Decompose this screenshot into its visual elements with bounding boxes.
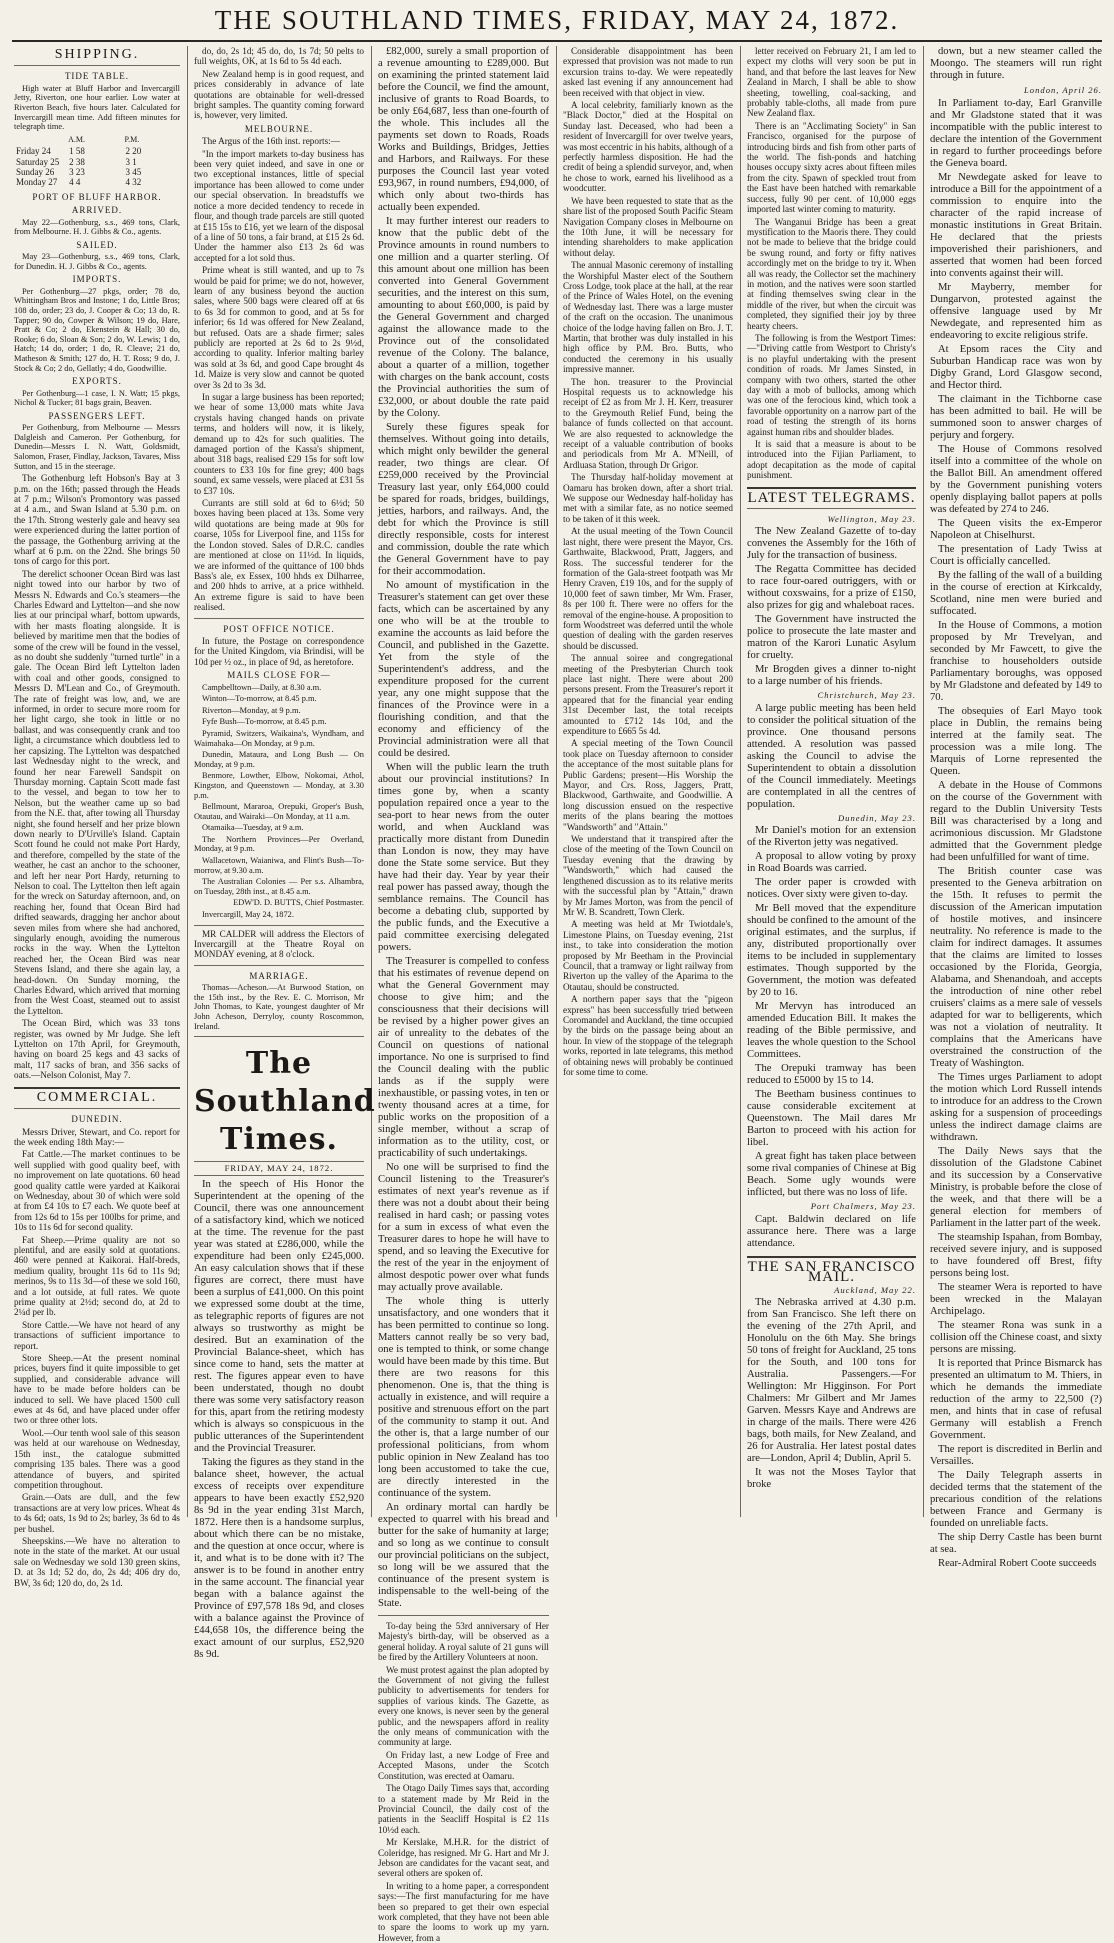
telegram-item: The Orepuki tramway has been reduced to £5000 by 15 to 14. — [747, 1063, 916, 1087]
telegram-item: The New Zealand Gazette of to-day convenes the Assembly for the 16th of July for the transaction of business. — [747, 526, 916, 562]
sailed-label: SAILED. — [76, 239, 118, 250]
telegram-item: The Times urges Parliament to adopt the motion which Lord Russell intends to introduce for an address to the Crown asking for a suspension of proceedings unless the indirect damage claims are withdrawn. — [930, 1072, 1102, 1143]
local-news-paragraph: letter received on February 21, I am led to expect my cloths will very soon be put in hand, and that before the last leaves for New Zealand in March, I shall be able to show sheeting, towelling, coal-sacking, and probably table-cloths, all made from pure New Zealand flax. — [747, 46, 916, 119]
telegram-item: Capt. Baldwin declared on life assurance here. There was a large attendance. — [747, 1213, 916, 1249]
san-francisco-mail-heading: THE SAN FRANCISCO MAIL. — [747, 1258, 916, 1286]
melbourne-heading: MELBOURNE. — [244, 123, 314, 134]
telegram-item: The House of Commons resolved itself into a committee of the whole on the Ballot Bill. An amendment offered by the Government punishing voters openly displaying ballot papers at polls was defeated by 274 to 246. — [930, 444, 1102, 515]
editorial-paragraph: Taking the figures as they stand in the balance sheet, however, the actual excess of receipts over expenditure appears to have been exactly £52,920 8s 9d in the year ending 31st March, 1872. Here then is a handsome surplus, about which there can be no mistake, and the question at once occur, where is it, and what is to be done with it? The answer is to be found in another entry in the same account. The financial year began with a balance against the Province of £97,578 18s 9d, and closes with a balance against the Province of £44,658 10s, the difference being the exact amount of our surplus, £52,920 8s 9d. — [194, 1456, 364, 1660]
tide-row — [14, 177, 180, 187]
tide-table — [14, 134, 180, 188]
telegram-item: The Nebraska arrived at 4.30 p.m. from San Francisco. She left there on the evening of the 27th April, and Honolulu on the 6th May. She brings 50 tons of freight for Auckland, 25 tons for the South, and 100 tons for Australia. Passengers.—For Wellington: Mr Higginson. For Port Chalmers: Mr Gilbert and Mr James Garven. Messrs Kaye and Andrews are in charge of the mails. There were 426 bags, both mails, for New Zealand, and 26 for Australia. Her latest postal dates are—London, April 4; Dublin, April 5. — [747, 1296, 916, 1464]
column-6 — [930, 46, 1102, 1569]
column-1 — [14, 46, 180, 1588]
divider — [194, 618, 364, 619]
tide-cell: 4 32 — [125, 177, 142, 188]
telegram-item: Mr Newdegate asked for leave to introduce a Bill for the appointment of a commission to enquire into the character of the rapid increase of monastic institutions in Great Britain. He declared that the priests impoverished their parishioners, and asserted that women had been forced into convents against their will. — [930, 172, 1102, 279]
dateline-london: London, April 26. — [1024, 85, 1102, 95]
commercial-paragraph: Grain.—Oats are dull, and the few transactions are at very low prices. Wheat 4s to 4s 6d; oats, 1s 9d to 2s; barley, 3s 6d to 4s per bushel. — [14, 1492, 180, 1534]
telegram-item: The Government have instructed the police to prosecute the late master and matron of the Karori Lunatic Asylum for cruelty. — [747, 614, 916, 662]
column-rule — [187, 46, 188, 1517]
masthead: THE SOUTHLAND TIMES, FRIDAY, MAY 24, 1872. — [214, 5, 900, 35]
dateline-port-chalmers: Port Chalmers, May 23. — [810, 1201, 916, 1212]
editorial-paragraph: No one will be surprised to find the Council listening to the Treasurer's estimates of next year's revenue as if there was not a doubt about their being realised in hard cash; or passing votes for a sum in excess of what even the Treasurer dares to hope he will have to spend, and so leaving the Executive for the rest of the year in the enjoyment of almost despotic power over what funds may actually prove available. — [378, 1162, 549, 1293]
dateline-dunedin: Dunedin, May 23. — [837, 812, 916, 823]
tide-cell: Sunday 26 — [16, 167, 55, 177]
column-2 — [194, 46, 376, 1660]
tide-header-cell: A.M. — [68, 134, 85, 144]
commercial-paragraph: Wool.—Our tenth wool sale of this season was held at our warehouse on Wednesday, 15th inst., the catalogue submitted comprising 135 bales. There was a good attendance of buyers, and spirited competition throughout. — [14, 1427, 180, 1490]
local-news-paragraph: We have been requested to state that as the share list of the proposed South Pacific Steam Navigation Company closes in Melbourne on the 10th June, it will be necessary for intending shareholders to make application without delay. — [563, 195, 733, 258]
local-news-paragraph: There is an "Acclimating Society" in San Francisco, organised for the purpose of introducing birds and fish from other parts of the world. The fish-ponds and hatching houses occupy sixty acres about fifteen miles from the city. Spawn of speckled trout from the East have been hatched with remarkable success, fully 90 per cent. of 10,000 eggs imported last winter coming to maturity. — [747, 120, 916, 215]
telegram-item: Mr Bell moved that the expenditure should be confined to the amount of the original estimates, and the surplus, if any, distributed proportionally over items to be included in supplementary estimates. Though supported by the Government, the motion was defeated by 20 to 16. — [747, 903, 916, 999]
local-news-paragraph: The Otago Daily Times says that, according to a statement made by Mr Reid in the Provincial Council, the daily cost of the patients in the Seacliff Hospital is £2 11s 10½d each. — [378, 1783, 549, 1835]
divider — [194, 1036, 364, 1037]
local-news-paragraph: The hon. treasurer to the Provincial Hospital requests us to acknowledge his receipt of £2 as from Mr J. H. Kerr, treasurer to the Greymouth Relief Fund, being the balance of funds collected on that account. We are also requested to acknowledge the receipt of a valuable contribution of books and periodicals from Mr A. M'Neill, of Ardluasa Station, through Dr Grigor. — [563, 376, 733, 470]
calder-ad-text: MR CALDER will address the Electors of Invercargill at the Theatre Royal on MONDAY evening, at 8 o'clock. — [194, 928, 364, 960]
telegram-item: The Queen visits the ex-Emperor Napoleon at Chiselhurst. — [930, 518, 1102, 541]
column-rule — [923, 46, 924, 1517]
local-news-paragraph: A special meeting of the Town Council took place on Tuesday afternoon to consider the acceptance of the most suitable plans for Public Gardens; present—His Worship the Mayor, and Crs. Ross, Jaggers, Pratt, Blackwood, Garthwaite, and Goodwillie. A long discussion ensued on the respective merits of the plans bearing the mottoes "Wandsworth" and "Attain." — [563, 738, 733, 832]
local-news-paragraph: A local celebrity, familiarly known as the "Black Doctor," died at the Hospital on Sunday last. Deceased, who had been a resident of Invercargill for over twelve years, was most eccentric in his habits, although of a perfectly harmless disposition. He had the credit of being a splendid surveyor, and, when he chose to work, earned his livelihood as a woodcutter. — [563, 100, 733, 194]
divider — [747, 508, 916, 509]
tide-header-row — [14, 134, 180, 146]
tide-cell: 1 58 — [69, 146, 85, 157]
marriage-heading: MARRIAGE. — [249, 970, 309, 981]
column-rule — [740, 46, 741, 1517]
editorial-paragraph: No amount of mystification in the Treasurer's statement can get over these facts, which can be ascertained by any one who will be at the trouble to examine the accounts as laid before the Council, and published in the Gazette. Yet from the style of the Superintendent's address, and the expenditure proposed for the current year, any one might suppose that the finances of the Province were in a flourishing condition, and that the economy and efficiency of the Provincial administration were all that could be desired. — [378, 580, 549, 759]
telegram-item: The steamer Rona was sunk in a collision off the Chinese coast, and sixty persons are missing. — [930, 1320, 1102, 1355]
melbourne-paragraph: Prime wheat is still wanted, and up to 7s would be paid for prime; we do not, however, learn of any business beyond the auction sales, where 500 bags were cleared off at 6s to 6s 3d for common to good, and at 5s for inferior; 6s 1d was offered for New Zealand, but refused. Oats are a shade firmer; sales publicly are reported at 2s 6d to 2s 9½d, according to quality. Inferior malting barley was sold at 3s 6d, and good Cape brought 4s 1d. Maize is very slow and cannot be quoted over 3s 2d to 3s 3d. — [194, 265, 364, 390]
divider — [14, 1108, 180, 1109]
arrived-label: ARRIVED. — [71, 205, 123, 216]
local-news-paragraph: A northern paper says that the "pigeon express" has been successfully tried between Coromandel and Auckland, the time occupied by the birds on the passage being about an hour. In view of the stoppage of the telegraph works, reported in late telegrams, this method of obtaining news will probably be continued for some time to come. — [563, 994, 733, 1077]
local-news-paragraph: The Thursday half-holiday movement at Oamaru has broken down, after a short trial. We suppose our Wednesday half-holiday has met with a similar fate, as no notice seemed to be taken of it this week. — [563, 472, 733, 524]
telegram-item: The steamer Wera is reported to have been wrecked in the Malayan Archipelago. — [930, 1282, 1102, 1317]
divider — [378, 1615, 549, 1616]
telegram-item: A debate in the House of Commons on the course of the Government with regard to the Dublin University Tests Bill was characterised by a long and acrimonious discussion. Mr Gladstone admitted that the Government pledge had been unfulfilled for want of time. — [930, 780, 1102, 863]
tide-cell: 3 1 — [125, 156, 137, 167]
passengers-entry: Per Gothenburg, from Melbourne — Messrs Dalgleish and Cameron. Per Gothenburg, for Dunedin—Messrs I. N. Watt, Goldsmidt, Salomon, Fraser, Findlay, Jackson, Tavares, Miss Sutton, and 15 in the steerage. — [14, 423, 180, 471]
editorial-paragraph: An ordinary mortal can hardly be expected to quarrel with his bread and butter for the sake of humanity at large; and so long as we continue to consult our provincial politicians on the subject, so long will be we assured that the continuance of the present system is indispensable to the well-being of the State. — [378, 1502, 549, 1609]
divider — [747, 1256, 916, 1258]
port-heading: PORT OF BLUFF HARBOR. — [32, 191, 162, 202]
commercial-paragraph: Store Sheep.—At the present nominal prices, buyers find it quite impossible to get supplied, and considerable advance will have to be made before holders can be induced to sell. We have placed 1500 cull ewes at 4s 6d, and have placed under offer two or three other lots. — [14, 1353, 180, 1426]
commercial-continued: do, do, 2s 1d; 45 do, do, 1s 7d; 50 pelts to full weights, OK, at 1s 6d to 5s 4d each. — [194, 46, 364, 67]
local-news-paragraph: The annual soiree and congregational meeting of the Presbyterian Church took place last night. There were about 200 persons present. From the Treasurer's report it appeared that for the financial year ending 31st December last, the total receipts amounted to £712 14s 10d, and the expenditure to £665 5s 4d. — [563, 653, 733, 736]
shipping-news-paragraph: The Ocean Bird, which was 33 tons register, was owned by Mr Judge. She left Lyttelton on 17th April, for Greymouth, having on board 25 kegs and 43 sacks of malt, 117 sacks of bran, and 356 sacks of oats.—Nelson Colonist, May 7. — [14, 1018, 180, 1081]
telegram-item: Mr Mayberry, member for Dungarvon, protested against the offensive language used by Mr Newdegate, and represented him as endeavoring to excite religious strife. — [930, 282, 1102, 341]
imports-label: IMPORTS. — [72, 274, 122, 285]
mail-entry: Otamaika—Tuesday, at 9 a.m. — [202, 823, 304, 833]
commercial-paragraph: Fat Sheep.—Prime quality are not so plentiful, and are easily sold at quotations. 460 were penned at Kaikorai. Half-breds, medium quality, brought 11s 6d to 11s 9d; merinos, 9s to 11s 3d—of these we sold 160, and a lot outside, at full rates. We quote prime quality at 2½d; second do, at 2d to 2¼d per lb. — [14, 1234, 180, 1318]
mail-entry: The Northern Provinces—Per Overland, Monday, at 9 p.m. — [194, 834, 364, 854]
post-office-date: Invercargill, May 24, 1872. — [202, 910, 294, 920]
telegram-item: By the falling of the wall of a building in the course of erection at Kirkcaldy, Scotland, nine men were buried and suffocated. — [930, 570, 1102, 617]
commercial-paragraph: Fat Cattle.—The market continues to be well supplied with good quality beef, with no improvement on late quotations. 60 head good quality cattle were yarded at Kaikorai on Wednesday, about 30 of which were sold at from £4 10s to £7 each. We quote beef at from 12s 6d to 15s per 100lbs for prime, and 10s to 11s 6d for second quality. — [14, 1149, 180, 1233]
exports-entry: Per Gothenburg—1 case, I. N. Watt; 15 pkgs, Nichol & Tucker; 81 bags grain, Beaven. — [14, 388, 180, 408]
telegram-item: A proposal to allow voting by proxy in Road Boards was carried. — [747, 851, 916, 875]
melbourne-paragraph: The Argus of the 16th inst. reports:— — [202, 136, 340, 147]
tide-cell: 4 4 — [69, 177, 81, 188]
telegram-item: A great fight has taken place between some rival companies of Chinese at Big Beach. Some ugly wounds were inflicted, but there was no loss of life. — [747, 1151, 916, 1199]
imports-entry: Per Gothenburg—27 pkgs, order; 78 do, Whittingham Bros and Instone; 1 do, Little Bros; 108 do, order; 23 do, J. Cooper & Co; 13 do, R. Tapper; 90 do, Cowper & Wilson; 19 do, Hare, Pratt & Co; 2 do, Ekenstein & Hall; 30 do, Rooke; 6 do, Sloan & Son; 2 do, W. Lewis; 1 do, Hatch; 14 do, order; 1 do, R. Cleave; 21 do, Matheson & Smith; 127 do, H. T. Ross; 9 do, J. Stock & Co; 2 do, Gellatly; 4 do, Goodwillie. — [14, 286, 180, 373]
editorial-paragraph: Surely these figures speak for themselves. Without going into details, which might only bewilder the general reader, two things are clear. Of £259,000 received by the Provincial Treasury last year, only £64,000 could be spared for roads, bridges, buildings, jetties, harbors, and railways. And, the debt for which the Province is still directly responsible, costs for interest and commission, double the rate which the General Government have to pay for their accommodation. — [378, 422, 549, 577]
arrived-entry: May 22—Gothenburg, s.s., 469 tons, Clark, from Melbourne. H. J. Gibbs & Co., agents. — [14, 217, 180, 237]
column-rule — [556, 46, 557, 1517]
telegram-item: It was not the Moses Taylor that broke — [747, 1466, 916, 1490]
tide-intro: High water at Bluff Harbor and Invercargill Jetty, Riverton, one hour earlier. Low water at Riverton Beach, five hours later. Calculated for Invercargill mean time. Add fifteen minutes for telegraph time. — [14, 83, 180, 132]
telegram-item: In Parliament to-day, Earl Granville and Mr Gladstone stated that it was incompatible with the public interest to declare the intention of the Government in regard to further proceedings before the Geneva board. — [930, 98, 1102, 169]
local-news-paragraph: The following is from the Westport Times:—"Driving cattle from Westport to Christy's is no playful undertaking with the present condition of roads. Mr James Sinsted, in company with two others, started the other day with a mob of bullocks, among which was one of the ferocious kind, which took a favorable opportunity on a narrow part of the road of testing the strength of its horns against human ribs and shoulder blades. — [747, 332, 916, 437]
tide-row — [14, 167, 180, 177]
telegram-item: Rear-Admiral Robert Coote succeeds — [938, 1558, 1097, 1569]
tide-header-cell — [14, 134, 67, 146]
telegram-item: The report is discredited in Berlin and Versailles. — [930, 1444, 1102, 1467]
calder-advertisement — [194, 925, 364, 966]
telegram-item: The presentation of Lady Twiss at Court is officially cancelled. — [930, 544, 1102, 567]
tide-cell: Saturday 25 — [16, 156, 60, 167]
telegram-item: The claimant in the Tichborne case has been admitted to bail. He will be summoned soon to answer charges of perjury and forgery. — [930, 394, 1102, 441]
local-news-paragraph: In writing to a home paper, a correspondent says:—The first manufacturing for me have been so prepared to get their own especial work completed, that they have not been able to spare the looms to work up my yarn. However, from a — [378, 1880, 549, 1943]
telegram-item: The Beetham business continues to cause considerable excitement at Queenstown. The Mail dares Mr Barton to proceed with his action for libel. — [747, 1089, 916, 1149]
tide-cell: 3 23 — [69, 167, 85, 177]
telegram-item: Mr Daniel's motion for an extension of the Riverton jetty was negatived. — [747, 825, 916, 849]
telegram-item: The Daily News says that the dissolution of the Gladstone Cabinet and its succession by a Conservative Ministry, is probable before the close of the week, and that there will be a general election for members of Parliament in the latter part of the week. — [930, 1146, 1102, 1229]
passengers-label: PASSENGERS LEFT. — [48, 410, 146, 421]
marriage-notice: Thomas—Acheson.—At Burwood Station, on the 15th inst., by the Rev. E. C. Morrison, Mr John Thomas, to Kate, youngest daughter of Mr John Acheson, Derryloy, county Roscommon, Ireland. — [194, 983, 364, 1031]
divider — [747, 487, 916, 489]
tide-cell: Monday 27 — [16, 177, 58, 188]
mail-entry: Bellmount, Mararoa, Orepuki, Groper's Bush, Otautau, and Wairaki—On Monday, at 11 a.m. — [194, 802, 364, 821]
exports-label: EXPORTS. — [72, 376, 122, 387]
mail-entry: Winton—To-morrow, at 8.45 p.m. — [202, 694, 317, 704]
post-office-paragraph: In future, the Postage on correspondence for the United Kingdom, via Brindisi, will be 10d per ½ oz., in place of 9d, as heretofore. — [194, 635, 364, 667]
telegram-item: The Regatta Committee has decided to race four-oared outriggers, with or without coxswains, for a prize of £150, also prizes for gig and whaleboat races. — [747, 564, 916, 612]
dunedin-label: DUNEDIN. — [71, 1114, 123, 1125]
telegram-item: The steamship Ispahan, from Bombay, received severe injury, and is supposed to have foundered off Brest, fifty persons being lost. — [930, 1232, 1102, 1279]
column-3 — [378, 46, 549, 1943]
editorial-paragraph: When will the public learn the truth about our provincial institutions? In times gone by, when a scanty population repaired once a year to the sea-port to hear news from the outer world, and when Auckland was practically more distant from Dunedin than London is now, they may have done the State some service. But they have had their day. Year by year their real power has passed away, though the semblance remains. The Council has become a debating club, supported by the public funds, and the Executive a paid committee exercising delegated powers. — [378, 762, 549, 953]
mail-entry: Riverton—Monday, at 9 p.m. — [202, 705, 301, 715]
commercial-paragraph: Sheepskins.—We have no alteration to note in the state of the market. At our usual sale on Wednesday we sold 130 green skins, D. at 3s 1d; 52 do, do, 2s 4d; 406 dry do, BW, 3s 6d; 120 do, do, 2s 1d. — [14, 1535, 180, 1588]
divider — [14, 65, 180, 66]
local-news-paragraph: At the usual meeting of the Town Council last night, there were present the Mayor, Crs. Garthwaite, Blackwood, Pratt, Jaggers, and Ross. The successful tenderer for the formation of the Gala-street footpath was Mr Henry Craven, £19 10s, and for the supply of 10,000 feet of sawn timber, Mr Wm. Fraser, 8s per 100 ft. There were no offers for the removal of the engine-house. A proposition to form Woodstreet was deferred until the whole question of dealing with the garden reserves should be discussed. — [563, 526, 733, 651]
column-5 — [747, 46, 916, 1517]
post-office-heading: POST OFFICE NOTICE. — [223, 623, 335, 634]
telegram-item: It is reported that Prince Bismarck has presented an ultimatum to M. Thiers, in which he demands the immediate reduction of the army to 22,500 (?) men, and hints that in case of refusal Germany will establish a French Government. — [930, 1358, 1102, 1441]
local-news-paragraph: The annual Masonic ceremony of installing the Worshipful Master elect of the Southern Cross Lodge, took place at the hall, at the rear of the Prince of Wales Hotel, on the evening of Wednesday last. There was a large muster of the craft on the occasion. The unanimous choice of the lodge having fallen on Bro. J. T. Martin, that brother was duly installed in his high office by P.M. Bro. Butts, who conducted the ceremony in his usually impressive manner. — [563, 260, 733, 375]
melbourne-paragraph: In sugar a large business has been reported; we hear of some 13,000 mats white Java crystals having changed hands on private terms, and holders will now, it is likely, demand up to 42s for such qualities. The damaged portion of the Kassa's shipment, about 318 bags, realised £29 15s for soft low counters to £33 10s for fine grey; 400 bags sound, ex same vessels, were placed at £31 5s to £37 10s. — [194, 392, 364, 496]
tide-row — [14, 146, 180, 156]
commercial-paragraph: Store Cattle.—We have not heard of any transactions of sufficient importance to report. — [14, 1319, 180, 1351]
shipping-heading: SHIPPING. — [54, 47, 140, 62]
local-news-paragraph: It is said that a measure is about to be introduced into the Fijian Parliament, to adopt decapitation as the mode of capital punishment. — [747, 439, 916, 481]
editorial-paragraph: In the speech of His Honor the Superintendent at the opening of the Council, there was one announcement of a satisfactory kind, which we noticed at the time. The revenue for the past year was stated at £286,000, while the expenditure had been only £245,000. An easy calculation shows that if these figures are correct, there must have been a surplus of £41,000. On this point we expressed some doubt at the time, as telegraphic reports of figures are not always so trustworthy as might be desired. But an examination of the Provincial Balance-sheet, which has since come to hand, sets the matter at rest. The figures appear even to have been understated, though no doubt there was some very satisfactory reason for this, apart from the retiring modesty which is always so conspicuous in the public utterances of the Superintendent and the Provincial Treasurer. — [194, 1178, 364, 1454]
postmaster-signature: EDW'D. D. BUTTS, Chief Postmaster. — [233, 898, 364, 908]
dateline-christchurch: Christchurch, May 23. — [817, 690, 916, 701]
telegram-item: Mr Mervyn has introduced an amended Education Bill. It makes the reading of the Bible permissive, and leaves the whole question to the School Committees. — [747, 1001, 916, 1061]
shipping-news-paragraph: The derelict schooner Ocean Bird was last night towed into our harbor by two of Messrs N. Edwards and Co.'s steamers—the Charles Edward and Lyttelton—and she now lies at our principal wharf, bottom upwards, with her masts floating alongside. It is believed by maritime men that the bodies of some of the crew will be found in the vessel, as no doubt she suddenly "turned turtle" in a gale. The Ocean Bird left Lyttelton laden with coal and other goods, consigned to Messrs D. M'Lean and Co., of Greymouth. The rate of freight was low, and, we are informed, in order to secure more room for her light cargo, she took in little or no ballast, and was consequently crank and too light, a circumstance which doubtless led to her capsizing. The Lyttelton was despatched last Wednesday night to the wreck, and found her near Farewell Sandspit on Thursday morning. Captain Scott made fast to the vessel, and began to tow her to Nelson, but the weather came up so bad from the N.E. that, after towing all Thursday night, she found herself and her prize blown down nearly to D'Urville's Island. Captain Scott found he could not make Port Hardy, and therefore, compelled by the state of the weather, he cast an anchor to the schooner, and left her near Port Hardy, returning to Nelson to coal. The Lyttelton then left again for the wreck on Saturday afternoon, and, on reaching her, found that Ocean Bird had drifted seawards, dragging her anchor about seven miles from where she had anchored, singularly enough, avoiding the numerous rocks in the way. When the Lyttelton reached her, the Ocean Bird was near Stevens Island, and there she again lay, a head-down. On Sunday morning, the Charles Edward, which arrived that morning from the West Coast, steamed out to assist the Lyttelton. — [14, 568, 180, 1016]
mail-entry: Benmore, Lowther, Elbow, Nokomai, Athol, Kingston, and Queenstown — Monday, at 3.30 p.m. — [194, 771, 364, 800]
local-news-paragraph: Considerable disappointment has been expressed that provision was not made to run excursion trains to-day. We were repeatedly asked last evening if any announcement had been received with that object in view. — [563, 46, 733, 98]
dateline-wellington: Wellington, May 23. — [827, 514, 916, 525]
mail-entry: The Australian Colonies — Per s.s. Alhambra, on Tuesday, 28th inst., at 8.45 a.m. — [194, 877, 364, 896]
mail-entry: Fyfe Bush—To-morrow, at 8.45 p.m. — [202, 717, 327, 727]
column-rule — [371, 46, 372, 1517]
tide-cell: 2 38 — [69, 156, 85, 167]
local-news-paragraph: We must protest against the plan adopted by the Government of not giving the fullest publicity to advertisements for tenders for supplies of various kinds. The Gazette, as every one knows, is never seen by the general public, and the newspapers afford in reality the only means of communication with the community at large. — [378, 1664, 549, 1748]
newspaper-flag: The Southland Times. — [194, 1046, 376, 1158]
dateline-auckland: Auckland, May 22. — [834, 1284, 916, 1295]
flag-date: FRIDAY, MAY 24, 1872. — [194, 1161, 364, 1175]
commercial-continued: New Zealand hemp is in good request, and prices considerably in advance of late quotations are obtainable for well-dressed bright samples. The quantity coming forward is, however, very limited. — [194, 68, 364, 121]
editorial-paragraph: It may further interest our readers to know that the public debt of the Province amounts in round numbers to one million and a quarter sterling. Of this amount about one million has been converted into General Government securities, and the interest on this sum, amounting to about £60,000, is paid by the General Government and charged against the allowance made to the Province out of the consolidated revenue of the Colony. The balance, about a quarter of a million, together with charges on the bank account, costs the Provincial authorities the sum of £32,000, or about double the rate paid by the Colony. — [378, 216, 549, 419]
column-4 — [563, 46, 733, 1517]
editorial-paragraph: £82,000, surely a small proportion of a revenue amounting to £289,000. But on examining the printed statement laid before the Council, we find the amount, inclusive of grants to Road Boards, to be only £64,687, less than one-fourth of the whole. This includes all the payments set down to Roads, Roads Works and Buildings, Bridges, Jetties and Harbors, and Railways. For these purposes the Council last year voted £93,967, in round numbers, £94,000, of which only about two-thirds has actually been expended. — [378, 46, 549, 213]
divider — [14, 1087, 180, 1089]
local-news-paragraph: The Wanganui Bridge has been a great mystification to the Maoris there. They could not be made to believe that the bridge could be swung round, and forty or fifty natives accordingly met on the bridge to try it. When all was ready, the Collector set the machinery in motion, and the natives were soon startled at finding themselves swing clear in the middle of the river, but when the circuit was completed, they signified their joy by three hearty cheers. — [747, 216, 916, 331]
local-news-paragraph: Mr Kerslake, M.H.R. for the district of Coleridge, has resigned. Mr G. Hart and Mr J. Jebson are candidates for the vacant seat, and several others are spoken of. — [378, 1837, 549, 1879]
local-news-paragraph: To-day being the 53rd anniversary of Her Majesty's birth-day, will be observed as a general holiday. A royal salute of 21 guns will be fired by the Artillery Volunteers at noon. — [378, 1621, 549, 1663]
telegram-item: In the House of Commons, a motion proposed by Mr Trevelyan, and seconded by Mr Fawcett, to give the franchise to householders outside Parliamentary boroughs, was opposed by Mr Gladstone and defeated by 149 to 70. — [930, 620, 1102, 703]
telegram-item: down, but a new steamer called the Moongo. The steamers will run right through in future. — [930, 46, 1102, 81]
commercial-heading: COMMERCIAL. — [36, 1089, 158, 1105]
tide-row — [14, 157, 180, 167]
mail-entry: Wallacetown, Waianiwa, and Flint's Bush—To-morrow, at 9.30 a.m. — [194, 856, 364, 875]
tide-table-heading: TIDE TABLE. — [64, 71, 130, 82]
melbourne-paragraph: Currants are still sold at 6d to 6½d; 50 boxes having been placed at 13s. Some very wild quotations are being made at 90s for coarse, 105s for Liverpool fine, and 115s for the London stoved. Sales of D.R.C. candles are mentioned at close on 11½d. In liquids, we are informed of the quittance of 100 bhds Bass's ale, ex Essex, 100 hhds ex Dilharree, and 200 hhds to arrive, at a price withheld. An extreme figure is said to have been realised. — [194, 498, 364, 613]
local-news-paragraph: A meeting was held at Mr Twiotdale's, Limestone Plains, on Tuesday evening, 21st inst., to take into consideration the motion proposed by Mr Beetham in the Provincial Council, that a tramway or light railway from Riverton up the valley of the Aparima to the Otautau, should be constructed. — [563, 919, 733, 992]
local-news-paragraph: We understand that it transpired after the close of the meeting of the Town Council on Tuesday evening that the drawing by "Wandsworth," which had caused the lengthened discussion as to its relative merits with the successful plan by "Attain," drawn by Mr James Morton, was from the pencil of Mr W. B. Scandrett, Town Clerk. — [563, 834, 733, 917]
editorial-paragraph: The Treasurer is compelled to confess that his estimates of revenue depend on what the General Government may choose to give him; and the consciousness that their decisions will be revised by a higher power gives an air of unreality to the debates of the Council on questions of national importance. No one is surprised to find the Council dealing with the public lands as if the supply were inexhaustible, or passing votes, in ten or twenty thousand acres at a time, for public works on the proposition of a single member, without a scrap of information as to the utility, cost, or practicability of such undertakings. — [378, 956, 549, 1159]
masthead-rule — [12, 40, 1102, 42]
tide-cell: 3 45 — [125, 167, 142, 177]
telegrams-heading: LATEST TELEGRAMS. — [747, 489, 916, 506]
melbourne-paragraph: "In the import markets to-day business has been very quiet indeed, and save in one or two exceptional instances, little of special importance has been allowed to come under our special observation. In breadstuffs we notice a more decided tendency to recede in flour, and though trade parcels are still quoted at £15 15s to £16, yet we learn of the disposal of a line of 50 tons, a fair brand, at £15 2s 6d. Under the hammer also £13 2s 6d was accepted for a lot sold thus. — [194, 148, 364, 263]
telegram-item: The ship Derry Castle has been burnt at sea. — [930, 1532, 1102, 1555]
editorial-paragraph: The whole thing is utterly unsatisfactory, and one wonders that it has been permitted to continue so long. Matters cannot really be so very bad, one is tempted to think, or some change would have been made by this time. But there are two reasons for this phenomenon. One is, that the thing is actually in existence, and will require a positive and strenuous effort on the part of the community to stamp it out. And the other is, that a large number of our professional politicians, from whom public opinion in New Zealand has too long been accustomed to take the cue, are directly interested in the continuance of the system. — [378, 1296, 549, 1499]
telegram-item: The British counter case was presented to the Geneva arbitration on the 15th. It refuses to permit the discussion of the American imputation of hostile motives, and insincere neutrality. No reference is made to the claim for indirect damages. It assumes that the claims are limited to losses occasioned by the Florida, Georgia, Alabama, and Shenandoah, and accepts the introduction of nine other rebel cruisers' claims as a mere sale of vessels adapted for war to belligerents, which was not a violation of neutrality. It complains that the Americans have overstrained the construction of the Treaty of Washington. — [930, 866, 1102, 1069]
local-news-paragraph: On Friday last, a new Lodge of Free and Accepted Masons, under the Scotch Constitution, was erected at Oamaru. — [378, 1749, 549, 1781]
telegram-item: The Daily Telegraph asserts in decided terms that the statement of the precarious condition of the relations between France and Germany is founded on unreliable facts. — [930, 1470, 1102, 1529]
telegram-item: The obsequies of Earl Mayo took place in Dublin, the remains being interred at the family seat. The procession was a mile long. The Marquis of Lorne represented the Queen. — [930, 706, 1102, 777]
telegram-item: At Epsom races the City and Suburban Handicap race was won by Digby Grand, Lord Glasgow second, and Hector third. — [930, 344, 1102, 391]
tide-header-cell: P.M. — [124, 134, 140, 144]
telegram-item: The order paper is crowded with notices. Over sixty were given to-day. — [747, 877, 916, 901]
sailed-entry: May 23—Gothenburg, s.s., 469 tons, Clark, for Dunedin. H. J. Gibbs & Co., agents. — [14, 252, 180, 271]
commercial-paragraph: Messrs Driver, Stewart, and Co. report for the week ending 18th May:— — [14, 1126, 180, 1147]
mail-entry: Dunedin, Mataura, and Long Bush — On Monday, at 9 p.m. — [194, 750, 364, 769]
tide-cell: 2 20 — [125, 146, 142, 157]
mail-entry: Pyramid, Switzers, Waikaina's, Wyndham, and Waimahaka—On Monday, at 9 p.m. — [194, 728, 364, 748]
mails-close-label: MAILS CLOSE FOR— — [227, 670, 331, 681]
shipping-news-paragraph: The Gothenburg left Hobson's Bay at 3 p.m. on the 16th; passed through the Heads at 7 p.m.; Wilson's Promontory was passed at 4 a.m., and Swan Island at 5.30 p.m. on the 17th. Strong westerly gale and heavy sea were experienced during the latter portion of the passage, the Gothenburg arriving at the wharf at 6 p.m. on the 22nd. She brings 50 tons of cargo for this port. — [14, 473, 180, 567]
mail-entry: Campbelltown—Daily, at 8.30 a.m. — [202, 682, 322, 692]
telegram-item: A large public meeting has been held to consider the political situation of the province. One thousand persons attended. A resolution was passed asking the Council to advise the Superintendent to obtain a dissolution of the Council immediately. Meetings are contemplated in all the centres of population. — [747, 702, 916, 810]
tide-cell: Friday 24 — [16, 146, 51, 157]
telegram-item: Mr Brogden gives a dinner to-night to a large number of his friends. — [747, 664, 916, 688]
